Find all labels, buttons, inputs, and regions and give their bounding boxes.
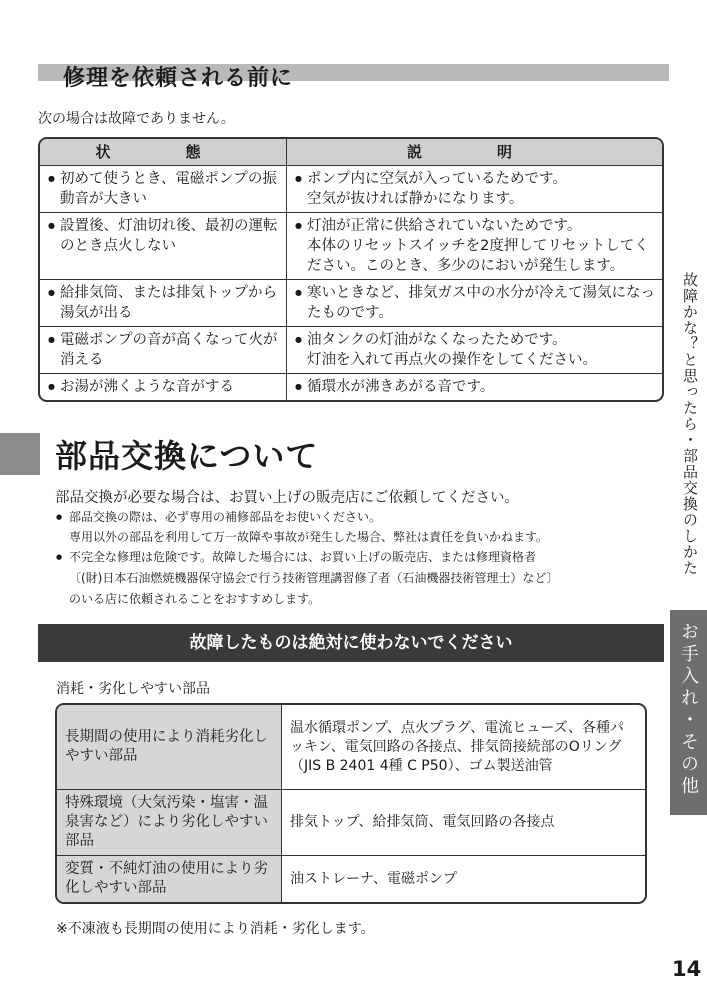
condition-cell: 長期間の使用により消耗劣化しやすい部品 (57, 705, 282, 789)
parts-title: 部品交換について (55, 437, 319, 475)
table-row (40, 326, 662, 373)
state-cell: ● 電磁ポンプの音が高くなって火が消える (48, 330, 280, 370)
header-explain: 説 明 (287, 139, 662, 166)
section-marker (0, 433, 40, 475)
table-header-row (40, 139, 662, 166)
table-row (57, 789, 645, 855)
consumables-heading: 消耗・劣化しやすい部品 (56, 681, 210, 697)
state-cell: ● 給排気筒、または排気トップから湯気が出る (48, 283, 280, 323)
bullet-icon: ● (56, 513, 63, 521)
table-row (40, 373, 662, 400)
footnote: ※不凍液も長期間の使用により消耗・劣化します。 (56, 921, 375, 937)
table-row (40, 212, 662, 279)
note-2-cont2: のいる店に依頼されることをおすすめします。 (69, 592, 321, 606)
condition-cell: 変質・不純灯油の使用により劣化しやすい部品 (57, 855, 282, 902)
explain-cell: ● 油タンクの灯油がなくなったためです。 灯油を入れて再点火の操作をしてください。 (295, 330, 656, 370)
intro-text: 次の場合は故障でありません。 (38, 111, 235, 127)
table-row (57, 705, 645, 789)
note-1-cont: 専用以外の部品を利用して万一故障や事故が発生した場合、弊社は責任を負いかねます。 (69, 530, 549, 544)
items-cell: 排気トップ、給排気筒、電気回路の各接点 (282, 789, 645, 855)
side-tab-label: お手入れ・その他 (678, 622, 699, 798)
explain-cell: ● 循環水が沸きあがる音です。 (295, 377, 656, 397)
note-2: ● 不完全な修理は危険です。故障した場合には、お買い上げの販売店、または修理資格者 (56, 547, 536, 567)
explain-cell: ● ポンプ内に空気が入っているためです。 空気が抜ければ静かになります。 (295, 169, 656, 209)
bullet-icon: ● (56, 553, 63, 561)
state-cell: ● 設置後、灯油切れ後、最初の運転のとき点火しない (48, 216, 280, 256)
side-chapter-label: 故障かな？と思ったら・部品交換のしかた (681, 272, 699, 576)
table-row (40, 279, 662, 326)
state-cell: ● お湯が沸くような音がする (48, 377, 280, 397)
table-row (40, 166, 662, 212)
note-1: ● 部品交換の際は、必ず専用の補修部品をお使いください。 (56, 507, 381, 527)
warning-banner: 故障したものは絶対に使わないでください (38, 624, 664, 662)
page-number: 14 (672, 957, 702, 981)
header-state: 状 態 (40, 139, 287, 166)
condition-cell: 特殊環境（大気汚染・塩害・温泉害など）により劣化しやすい部品 (57, 789, 282, 855)
note-2-cont: 〔(財)日本石油燃焼機器保守協会で行う技術管理講習修了者（石油機器技術管理士）など〕 (69, 571, 559, 585)
table-row (57, 855, 645, 902)
items-cell: 油ストレーナ、電磁ポンプ (282, 855, 645, 902)
state-cell: ● 初めて使うとき、電磁ポンプの振動音が大きい (48, 169, 280, 209)
section-title: 修理を依頼される前に (63, 66, 294, 91)
parts-lead: 部品交換が必要な場合は、お買い上げの販売店にご依頼してください。 (55, 490, 519, 506)
explain-cell: ● 寒いときなど、排気ガス中の水分が冷えて湯気になったものです。 (295, 283, 656, 323)
consumables-table (55, 703, 647, 904)
troubleshooting-table (38, 137, 664, 402)
items-cell: 温水循環ポンプ、点火プラグ、電流ヒューズ、各種パッキン、電気回路の各接点、排気筒接続部のOリング（JIS B 2401 4種 C P50）、ゴム製送油管 (290, 719, 625, 774)
explain-cell: ● 灯油が正常に供給されていないためです。 本体のリセットスイッチを2度押してリセットしてください。このとき、多少のにおいが発生します。 (295, 216, 656, 276)
